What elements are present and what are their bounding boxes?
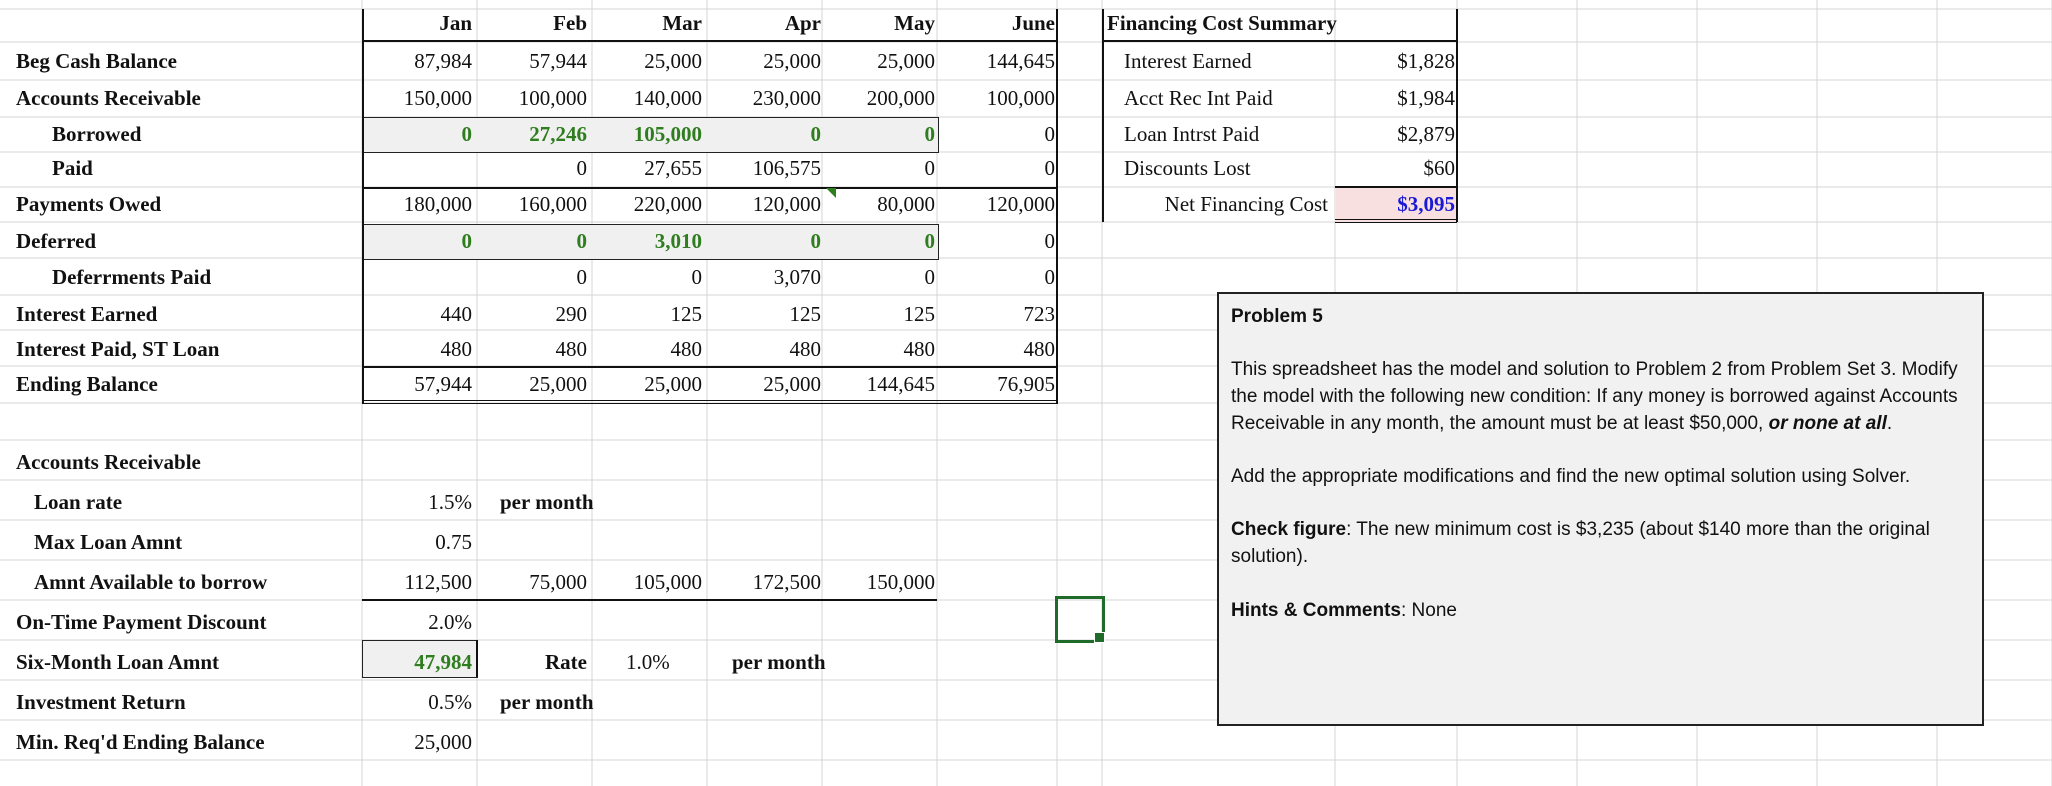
row-label-beg-cash: Beg Cash Balance	[16, 49, 178, 73]
borrowed-may[interactable]: 0	[924, 122, 935, 146]
ar-apr: 230,000	[752, 86, 821, 110]
loan-rate-value: 1.5%	[428, 490, 472, 514]
interest-earned-may: 125	[903, 302, 935, 326]
on-time-discount-value: 2.0%	[428, 610, 472, 634]
row-label-deferrments-paid: Deferrments Paid	[52, 265, 212, 289]
summary-right-border	[1456, 9, 1458, 222]
month-header-apr: Apr	[784, 11, 821, 35]
payments-owed-june: 120,000	[986, 192, 1055, 216]
six-month-loan-right-border	[476, 640, 478, 677]
amnt-available-underline	[362, 599, 937, 601]
ending-balance-top-border	[362, 366, 1057, 368]
deferrments-paid-may: 0	[924, 265, 935, 289]
deferred-june: 0	[1044, 229, 1055, 253]
month-header-jan: Jan	[439, 11, 472, 35]
payments-owed-top-border	[362, 187, 1057, 189]
ending-balance-jan: 57,944	[414, 372, 472, 396]
summary-label-acct-rec-int: Acct Rec Int Paid	[1124, 86, 1273, 110]
note-hints-text: : None	[1400, 600, 1457, 621]
beg-cash-june: 144,645	[986, 49, 1055, 73]
summary-value-loan-interest: $2,879	[1397, 122, 1455, 146]
row-label-deferred: Deferred	[16, 229, 97, 253]
loan-rate-label: Loan rate	[34, 490, 123, 514]
amnt-available-feb: 75,000	[529, 570, 587, 594]
note-para1-emphasis: or none at all	[1768, 413, 1887, 434]
borrowed-june: 0	[1044, 122, 1055, 146]
note-check-label: Check figure	[1231, 519, 1347, 540]
summary-label-net-cost: Net Financing Cost	[1164, 192, 1328, 216]
summary-value-net-cost: $3,095	[1397, 192, 1455, 216]
on-time-discount-label: On-Time Payment Discount	[16, 610, 267, 634]
max-loan-label: Max Loan Amnt	[34, 530, 183, 554]
payments-owed-apr: 120,000	[752, 192, 821, 216]
min-ending-balance-value: 25,000	[414, 730, 472, 754]
deferred-apr[interactable]: 0	[810, 229, 821, 253]
beg-cash-apr: 25,000	[763, 49, 821, 73]
amnt-available-label: Amnt Available to borrow	[34, 570, 268, 594]
summary-title: Financing Cost Summary	[1107, 11, 1337, 35]
note-check-text: : The new minimum cost is $3,235 (about $140 more than the original solution).	[1231, 519, 1930, 567]
investment-return-value: 0.5%	[428, 690, 472, 714]
payments-owed-may: 80,000	[877, 192, 935, 216]
ending-balance-feb: 25,000	[529, 372, 587, 396]
row-label-paid: Paid	[52, 156, 93, 180]
interest-paid-feb: 480	[555, 337, 587, 361]
month-header-feb: Feb	[553, 11, 587, 35]
payments-owed-jan: 180,000	[403, 192, 472, 216]
row-label-interest-earned: Interest Earned	[16, 302, 158, 326]
summary-value-discounts-lost: $60	[1423, 156, 1455, 180]
deferrments-paid-feb: 0	[576, 265, 587, 289]
interest-paid-june: 480	[1023, 337, 1055, 361]
borrowed-mar[interactable]: 105,000	[633, 122, 702, 146]
interest-earned-june: 723	[1023, 302, 1055, 326]
row-label-interest-paid: Interest Paid, ST Loan	[16, 337, 220, 361]
summary-value-interest-earned: $1,828	[1397, 49, 1455, 73]
summary-value-acct-rec-int: $1,984	[1397, 86, 1455, 110]
deferred-input-range[interactable]	[362, 224, 939, 260]
six-month-loan-label: Six-Month Loan Amnt	[16, 650, 220, 674]
interest-paid-may: 480	[903, 337, 935, 361]
paid-feb: 0	[576, 156, 587, 180]
payments-owed-mar: 220,000	[633, 192, 702, 216]
month-header-may: May	[894, 11, 935, 35]
amnt-available-mar: 105,000	[633, 570, 702, 594]
interest-earned-mar: 125	[670, 302, 702, 326]
fill-handle[interactable]	[1094, 632, 1105, 643]
ending-balance-may: 144,645	[866, 372, 935, 396]
month-header-mar: Mar	[662, 11, 702, 35]
paid-mar: 27,655	[644, 156, 702, 180]
note-hints	[1231, 597, 1970, 624]
borrowed-apr[interactable]: 0	[810, 122, 821, 146]
deferrments-paid-mar: 0	[691, 265, 702, 289]
interest-earned-jan: 440	[440, 302, 472, 326]
net-cost-double-underline	[1335, 219, 1457, 223]
ending-balance-apr: 25,000	[763, 372, 821, 396]
ar-mar: 140,000	[633, 86, 702, 110]
max-loan-value: 0.75	[435, 530, 472, 554]
deferrments-paid-apr: 3,070	[773, 265, 821, 289]
interest-paid-mar: 480	[670, 337, 702, 361]
interest-earned-feb: 290	[555, 302, 587, 326]
ar-june: 100,000	[986, 86, 1055, 110]
six-month-rate-unit: per month	[732, 650, 826, 674]
interest-paid-jan: 480	[440, 337, 472, 361]
summary-left-border	[1102, 9, 1104, 222]
note-para1-main: This spreadsheet has the model and solution to Problem 2 from Problem Set 3. Modify the model with the following new condition: If any money is borrowed against Accounts Receivable in any month, the amount must be at least $50,000,	[1231, 359, 1958, 434]
loan-rate-unit: per month	[500, 490, 594, 514]
deferred-mar[interactable]: 3,010	[654, 229, 702, 253]
min-ending-balance-label: Min. Req'd Ending Balance	[16, 730, 265, 754]
ar-jan: 150,000	[403, 86, 472, 110]
investment-return-label: Investment Return	[16, 690, 186, 714]
month-header-june: June	[1011, 11, 1055, 35]
amnt-available-apr: 172,500	[752, 570, 821, 594]
paid-apr: 106,575	[752, 156, 821, 180]
six-month-rate-value: 1.0%	[626, 650, 670, 674]
ar-feb: 100,000	[518, 86, 587, 110]
summary-label-discounts-lost: Discounts Lost	[1124, 156, 1251, 180]
note-hints-label: Hints & Comments	[1231, 600, 1401, 621]
borrowed-jan[interactable]: 0	[461, 122, 472, 146]
note-paragraph-1	[1231, 356, 1970, 437]
deferrments-paid-june: 0	[1044, 265, 1055, 289]
table-right-border	[1056, 9, 1058, 404]
beg-cash-feb: 57,944	[529, 49, 587, 73]
beg-cash-jan: 87,984	[414, 49, 472, 73]
amnt-available-may: 150,000	[866, 570, 935, 594]
row-label-accounts-receivable: Accounts Receivable	[16, 86, 201, 110]
ending-balance-bottom-border	[362, 400, 1057, 404]
table-left-border	[362, 9, 364, 404]
six-month-rate-label: Rate	[545, 650, 587, 674]
discounts-lost-underline	[1335, 186, 1457, 188]
amnt-available-jan: 112,500	[404, 570, 472, 594]
summary-label-loan-interest: Loan Intrst Paid	[1124, 122, 1260, 146]
interest-paid-apr: 480	[789, 337, 821, 361]
row-label-payments-owed: Payments Owed	[16, 192, 162, 216]
note-title: Problem 5	[1231, 306, 1323, 327]
investment-return-unit: per month	[500, 690, 594, 714]
summary-label-interest-earned: Interest Earned	[1124, 49, 1252, 73]
note-paragraph-2: Add the appropriate modifications and find the new optimal solution using Solver.	[1231, 466, 1911, 487]
ending-balance-june: 76,905	[997, 372, 1055, 396]
header-underline	[362, 40, 1057, 42]
paid-may: 0	[924, 156, 935, 180]
deferred-feb[interactable]: 0	[576, 229, 587, 253]
borrowed-feb[interactable]: 27,246	[529, 122, 587, 146]
deferred-jan[interactable]: 0	[461, 229, 472, 253]
note-para1-end: .	[1886, 413, 1893, 434]
payments-owed-feb: 160,000	[518, 192, 587, 216]
row-label-borrowed: Borrowed	[52, 122, 142, 146]
beg-cash-mar: 25,000	[644, 49, 702, 73]
deferred-may[interactable]: 0	[924, 229, 935, 253]
ar-may: 200,000	[866, 86, 935, 110]
params-ar-header: Accounts Receivable	[16, 450, 201, 474]
six-month-loan-value[interactable]: 47,984	[414, 650, 472, 674]
row-label-ending-balance: Ending Balance	[16, 372, 158, 396]
beg-cash-may: 25,000	[877, 49, 935, 73]
summary-title-underline	[1102, 40, 1457, 42]
ending-balance-mar: 25,000	[644, 372, 702, 396]
comment-indicator[interactable]	[826, 188, 836, 198]
paid-june: 0	[1044, 156, 1055, 180]
interest-earned-apr: 125	[789, 302, 821, 326]
problem-note-box[interactable]	[1217, 292, 1984, 726]
note-check-figure	[1231, 516, 1970, 570]
